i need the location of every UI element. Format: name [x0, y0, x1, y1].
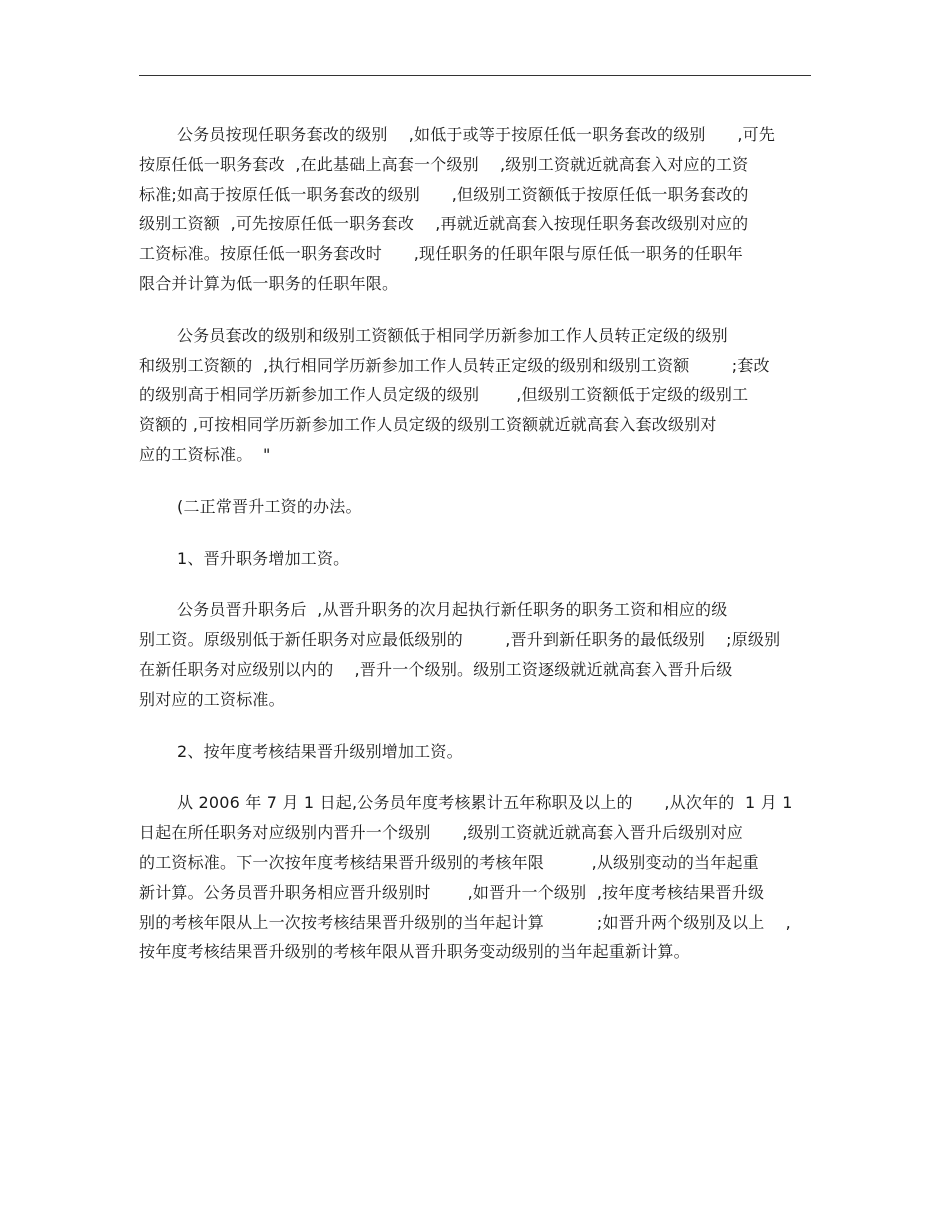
heading-line: 1、晋升职务增加工资。: [177, 548, 350, 568]
paragraph-line: 的工资标准。下一次按年度考核结果晋升级别的考核年限 ,从级别变动的当年起重: [139, 852, 759, 872]
paragraph-line: 在新任职务对应级别以内的 ,晋升一个级别。级别工资逐级就近就高套入晋升后级: [139, 659, 733, 679]
paragraph-line: 日起在所任职务对应级别内晋升一个级别 ,级别工资就近就高套入晋升后级别对应: [139, 823, 744, 843]
paragraph-4: [139, 788, 811, 967]
paragraph-line: 的级别高于相同学历新参加工作人员定级的级别 ,但级别工资额低于定级的级别工: [139, 385, 749, 405]
heading-line: (二正常晋升工资的办法。: [177, 496, 362, 516]
subheading-2: [139, 737, 811, 767]
paragraph-line: 别的考核年限从上一次按考核结果晋升级别的当年起计算 ;如晋升两个级别及以上 ,: [139, 912, 791, 932]
paragraph-1: [139, 120, 811, 299]
paragraph-line: 公务员按现任职务套改的级别 ,如低于或等于按原任低一职务套改的级别 ,可先: [177, 125, 776, 144]
paragraph-line: 工资标准。按原任低一职务套改时 ,现任职务的任职年限与原任低一职务的任职年: [139, 244, 744, 264]
paragraph-line: 按年度考核结果晋升级别的考核年限从晋升职务变动级别的当年起重新计算。: [139, 942, 690, 962]
document-body: [139, 120, 811, 967]
header-rule: [139, 75, 811, 76]
paragraph-line: 公务员晋升职务后 ,从晋升职务的次月起执行新任职务的职务工资和相应的级: [177, 600, 728, 620]
paragraph-line: 应的工资标准。 ": [139, 444, 271, 464]
heading-line: 2、按年度考核结果晋升级别增加工资。: [177, 741, 463, 761]
paragraph-line: 标准;如高于按原任低一职务套改的级别 ,但级别工资额低于按原任低一职务套改的: [139, 184, 749, 204]
paragraph-line: 和级别工资额的 ,执行相同学历新参加工作人员转正定级的级别和级别工资额 ;套改: [139, 355, 770, 375]
subheading-1: [139, 544, 811, 574]
paragraph-line: 级别工资额 ,可先按原任低一职务套改 ,再就近就高套入按现任职务套改级别对应的: [139, 214, 749, 234]
paragraph-line: 别工资。原级别低于新任职务对应最低级别的 ,晋升到新任职务的最低级别 ;原级别: [139, 630, 781, 650]
paragraph-line: 限合并计算为低一职务的任职年限。: [139, 273, 399, 293]
paragraph-3: [139, 595, 811, 714]
paragraph-line: 公务员套改的级别和级别工资额低于相同学历新参加工作人员转正定级的级别: [177, 325, 728, 345]
paragraph-line: 新计算。公务员晋升职务相应晋升级别时 ,如晋升一个级别 ,按年度考核结果晋升级: [139, 882, 765, 902]
section-heading-2: [139, 492, 811, 522]
paragraph-line: 别对应的工资标准。: [139, 689, 285, 709]
paragraph-line: 从 2006 年 7 月 1 日起,公务员年度考核累计五年称职及以上的 ,从次年的 1 月 1: [177, 793, 793, 813]
paragraph-2: [139, 321, 811, 470]
paragraph-line: 资额的 ,可按相同学历新参加工作人员定级的级别工资额就近就高套入套改级别对: [139, 415, 717, 435]
paragraph-line: 按原任低一职务套改 ,在此基础上高套一个级别 ,级别工资就近就高套入对应的工资: [139, 154, 749, 174]
